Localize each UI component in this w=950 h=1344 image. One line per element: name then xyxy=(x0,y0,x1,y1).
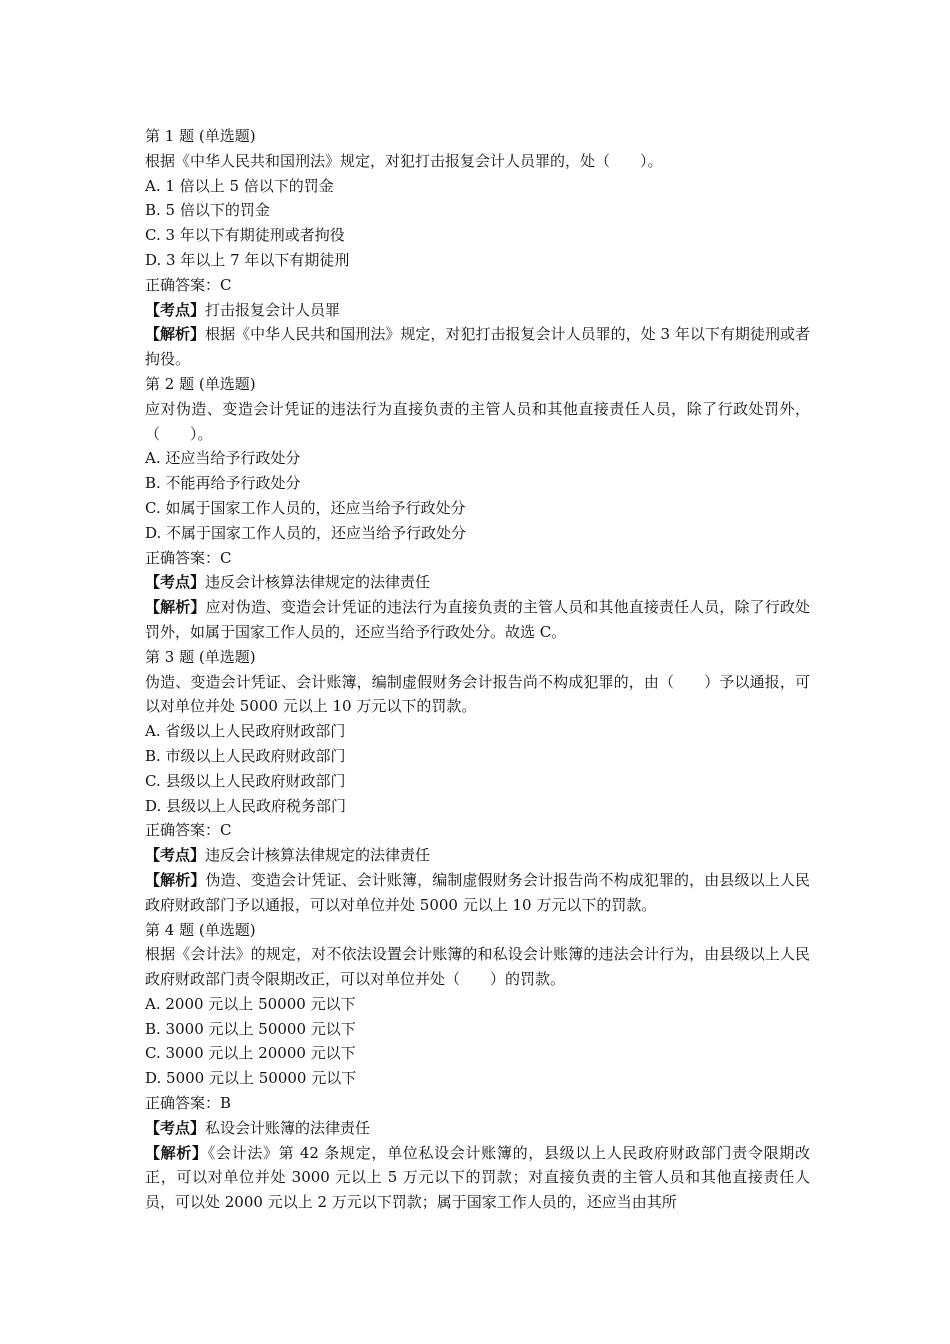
jiexi-tag: 【解析】 xyxy=(145,325,206,344)
correct-answer: 正确答案：C xyxy=(145,548,232,567)
question-stem: 根据《会计法》的规定，对不依法设置会计账簿的和私设会计账簿的违法会计行为，由县级以上人民政府财政部门责令限期改正，可以对单位并处（ ）的罚款。 xyxy=(145,945,810,989)
correct-answer: 正确答案：B xyxy=(145,1094,232,1113)
kaodian-line xyxy=(145,843,810,868)
correct-answer: 正确答案：C xyxy=(145,275,232,294)
kaodian-line xyxy=(145,570,810,595)
jiexi-tag: 【解析】 xyxy=(145,598,206,617)
jiexi-text: 《会计法》第 42 条规定，单位私设会计账簿的，县级以上人民政府财政部门责令限期改正，可以对单位并处 3000 元以上 5 万元以下的罚款；对直接负责的主管人员和其他直接责任人员，可以处 2000 元以上 2 万元以下罚款；属于国家工作人员的，还应当由其所 xyxy=(145,1143,810,1212)
option-d: D. 3 年以上 7 年以下有期徒刑 xyxy=(145,250,350,269)
option-b: B. 不能再给予行政处分 xyxy=(145,474,301,493)
kaodian-line xyxy=(145,1116,810,1141)
option-b: B. 3000 元以上 50000 元以下 xyxy=(145,1019,356,1038)
jiexi-text: 根据《中华人民共和国刑法》规定，对犯打击报复会计人员罪的，处 3 年以下有期徒刑或者拘役。 xyxy=(145,325,810,369)
option-d: D. 5000 元以上 50000 元以下 xyxy=(145,1069,357,1088)
option-c: C. 3 年以下有期徒刑或者拘役 xyxy=(145,226,345,245)
question-header: 第 3 题 (单选题) xyxy=(145,647,256,666)
kaodian-text: 违反会计核算法律规定的法律责任 xyxy=(205,573,431,592)
question-stem: 应对伪造、变造会计凭证的违法行为直接负责的主管人员和其他直接责任人员，除了行政处罚外，（ ）。 xyxy=(145,399,810,443)
option-a: A. 还应当给予行政处分 xyxy=(145,449,301,468)
question-stem: 伪造、变造会计凭证、会计账簿，编制虚假财务会计报告尚不构成犯罪的，由（ ）予以通报，可以对单位并处 5000 元以上 10 万元以下的罚款。 xyxy=(145,672,810,716)
option-d: D. 县级以上人民政府税务部门 xyxy=(145,796,347,815)
jiexi-paragraph xyxy=(145,1141,810,1215)
jiexi-tag: 【解析】 xyxy=(145,1143,208,1162)
jiexi-paragraph xyxy=(145,322,810,372)
question-header: 第 1 题 (单选题) xyxy=(145,127,256,145)
option-b: B. 市级以上人民政府财政部门 xyxy=(145,746,346,765)
option-c: C. 县级以上人民政府财政部门 xyxy=(145,771,346,790)
kaodian-line xyxy=(145,298,810,323)
question-stem: 根据《中华人民共和国刑法》规定，对犯打击报复会计人员罪的，处（ ）。 xyxy=(145,151,663,170)
kaodian-tag: 【考点】 xyxy=(145,1118,206,1137)
kaodian-tag: 【考点】 xyxy=(145,300,206,319)
option-a: A. 2000 元以上 50000 元以下 xyxy=(145,994,356,1013)
jiexi-text: 伪造、变造会计凭证、会计账簿，编制虚假财务会计报告尚不构成犯罪的，由县级以上人民政府财政部门予以通报，可以对单位并处 5000 元以上 10 万元以下的罚款。 xyxy=(145,870,810,914)
option-c: C. 如属于国家工作人员的，还应当给予行政处分 xyxy=(145,498,466,517)
jiexi-paragraph xyxy=(145,595,810,645)
kaodian-tag: 【考点】 xyxy=(145,573,206,592)
document-page xyxy=(145,124,810,1215)
option-b: B. 5 倍以下的罚金 xyxy=(145,201,270,220)
kaodian-tag: 【考点】 xyxy=(145,846,206,865)
kaodian-text: 私设会计账簿的法律责任 xyxy=(205,1118,371,1137)
kaodian-text: 打击报复会计人员罪 xyxy=(205,300,341,319)
option-d: D. 不属于国家工作人员的，还应当给予行政处分 xyxy=(145,523,467,542)
option-c: C. 3000 元以上 20000 元以下 xyxy=(145,1044,356,1063)
jiexi-paragraph xyxy=(145,868,810,918)
option-a: A. 1 倍以上 5 倍以下的罚金 xyxy=(145,176,334,195)
jiexi-text: 应对伪造、变造会计凭证的违法行为直接负责的主管人员和其他直接责任人员，除了行政处罚外，如属于国家工作人员的，还应当给予行政处分。故选 C。 xyxy=(145,598,810,641)
jiexi-tag: 【解析】 xyxy=(145,870,206,889)
question-header: 第 2 题 (单选题) xyxy=(145,374,256,393)
correct-answer: 正确答案：C xyxy=(145,821,232,840)
kaodian-text: 违反会计核算法律规定的法律责任 xyxy=(205,846,431,865)
question-header: 第 4 题 (单选题) xyxy=(145,920,256,939)
option-a: A. 省级以上人民政府财政部门 xyxy=(145,722,346,741)
